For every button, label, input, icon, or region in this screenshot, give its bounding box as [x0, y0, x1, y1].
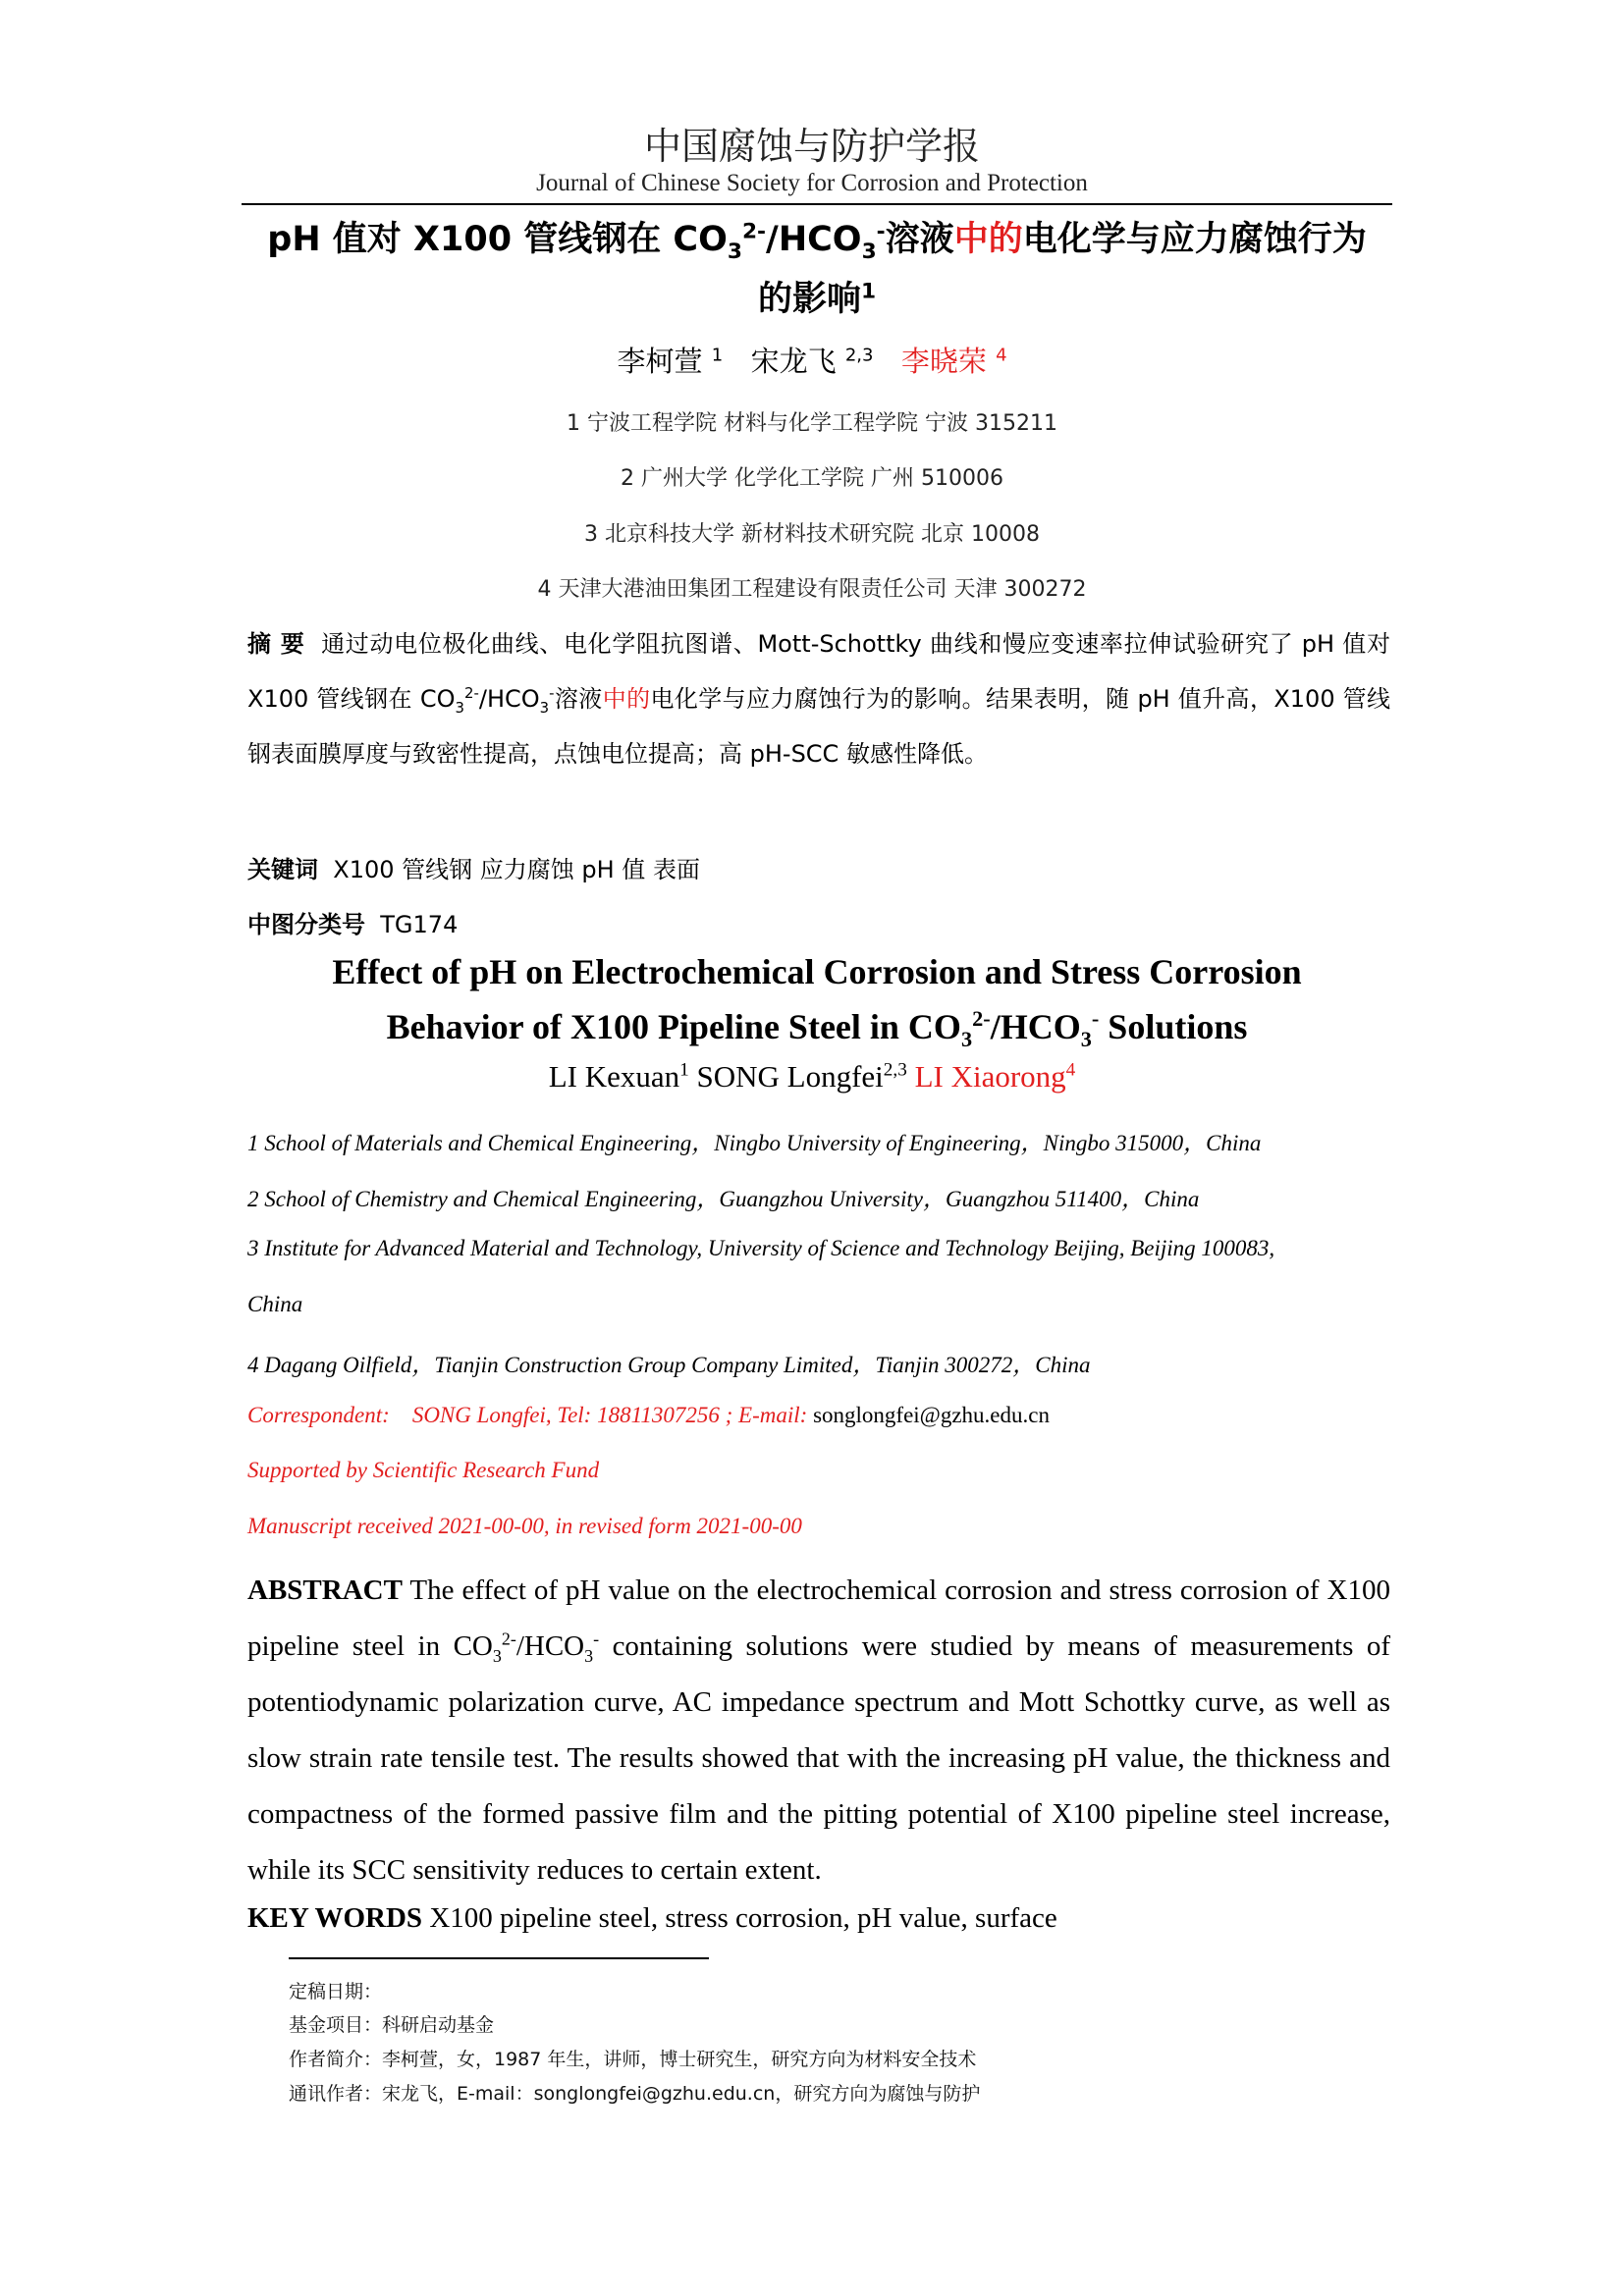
manuscript-dates: Manuscript received 2021-00-00, in revised form 2021-00-00: [247, 1514, 802, 1538]
author-cn: 李柯萱 $^1$: [617, 345, 724, 378]
affiliation-en: China: [247, 1292, 303, 1316]
footnote: 作者简介：李柯萱，女，1987 年生，讲师，博士研究生，研究方向为材料安全技术: [289, 2049, 977, 2070]
classification-cn: 中图分类号 TG174: [247, 911, 459, 938]
author-list-cn: [0, 340, 1624, 380]
title-en-line2: Behavior of X100 Pipeline Steel in $CO_3^{2-}/HCO_3^-$ Solutions: [386, 1006, 1248, 1052]
affiliation-en: 1 School of Materials and Chemical Engineering，Ningbo University of Engineering，Ningbo 315000，China: [247, 1131, 1262, 1155]
affiliation-en: 3 Institute for Advanced Material and Technology, University of Science and Technology Beijing, Beijing 100083,: [247, 1236, 1275, 1260]
affiliation-cn: 4 天津大港油田集团工程建设有限责任公司 天津 300272: [537, 577, 1087, 602]
footnote: 通讯作者：宋龙飞，E-mail：songlongfei@gzhu.edu.cn，研究方向为腐蚀与防护: [289, 2083, 981, 2105]
affiliation-cn: 2 广州大学 化学化工学院 广州 510006: [621, 466, 1003, 491]
author-en: SONG Longfei$^{2,3}$: [696, 1059, 907, 1094]
title-cn-line1: pH 值对 X100 管线钢在 $CO_3^{2-}/HCO_3^-$溶液中的电化学与应力腐蚀行为: [267, 219, 1367, 264]
article-title-cn: [242, 210, 1392, 330]
abstract-cn-label: 摘 要: [247, 630, 305, 658]
keywords-en-label: KEY WORDS: [247, 1902, 423, 1934]
author-en: LI Xiaorong$^4$: [914, 1059, 1076, 1094]
author-cn: 李晓荣 $^4$: [900, 345, 1007, 378]
keywords-cn: 关键词 X100 管线钢 应力腐蚀 pH 值 表面: [247, 856, 700, 883]
abstract-en-label: ABSTRACT: [247, 1575, 403, 1606]
funding-line: Supported by Scientific Research Fund: [247, 1458, 600, 1482]
journal-title-cn: 中国腐蚀与防护学报: [643, 125, 980, 168]
correspondent-email: songlongfei@gzhu.edu.cn: [813, 1403, 1050, 1427]
article-title-en: [242, 944, 1392, 1054]
abstract-en: ABSTRACT The effect of pH value on the electrochemical corrosion and stress corrosion of X100 pipeline steel in $CO_3^{2-}/HCO_3^-$ containing solutions were studied by means of measurements of potentiodynamic polarization curve, AC impedance spectrum and Mott Schottky curve, as well as slow strain rate tensile test. The results showed that with the increasing pH value, the thickness and compactness of the formed passive film and the pitting potential of X100 pipeline steel increase, while its SCC sensitivity reduces to certain extent.: [247, 1575, 1390, 1886]
keywords-cn-label: 关键词: [247, 856, 318, 883]
header-rule: [242, 203, 1392, 205]
title-en-line1: Effect of pH on Electrochemical Corrosion and Stress Corrosion: [332, 952, 1302, 991]
author-cn: 宋龙飞 $^{2,3}$: [750, 345, 874, 378]
classification-cn-label: 中图分类号: [247, 911, 365, 938]
author-en: LI Kexuan$^1$: [548, 1059, 689, 1094]
footnote: 定稿日期：: [289, 1981, 383, 2002]
correspondent-label: Correspondent:: [247, 1403, 390, 1427]
keywords-en: KEY WORDS X100 pipeline steel, stress corrosion, pH value, surface: [247, 1902, 1057, 1934]
title-cn-line2: 的影响$^1$: [757, 279, 877, 319]
affiliation-cn: 3 北京科技大学 新材料技术研究院 北京 10008: [584, 522, 1040, 547]
affiliation-cn: 1 宁波工程学院 材料与化学工程学院 宁波 315211: [567, 411, 1057, 436]
footnote: 基金项目：科研启动基金: [289, 2014, 495, 2036]
affiliation-en: 4 Dagang Oilfield，Tianjin Construction Group Company Limited，Tianjin 300272，China: [247, 1353, 1091, 1377]
footnote-rule: [289, 1957, 709, 1959]
author-list-en: [0, 1059, 1624, 1095]
affiliation-en: 2 School of Chemistry and Chemical Engineering，Guangzhou University，Guangzhou 511400，China: [247, 1187, 1200, 1211]
abstract-cn: 摘 要 通过动电位极化曲线、电化学阻抗图谱、Mott-Schottky 曲线和慢应变速率拉伸试验研究了 pH 值对 X100 管线钢在 $CO_3^{2-}/HCO_3^-$溶液中的电化学与应力腐蚀行为的影响。结果表明，随 pH 值升高，X100 管线钢表面膜厚度与致密性提高，点蚀电位提高；高 pH-SCC 敏感性降低。: [247, 630, 1391, 768]
correspondent-line: Correspondent: SONG Longfei, Tel: 18811307256 ; E-mail: songlongfei@gzhu.edu.cn: [247, 1403, 1050, 1427]
journal-title-en: Journal of Chinese Society for Corrosion and Protection: [536, 170, 1088, 196]
